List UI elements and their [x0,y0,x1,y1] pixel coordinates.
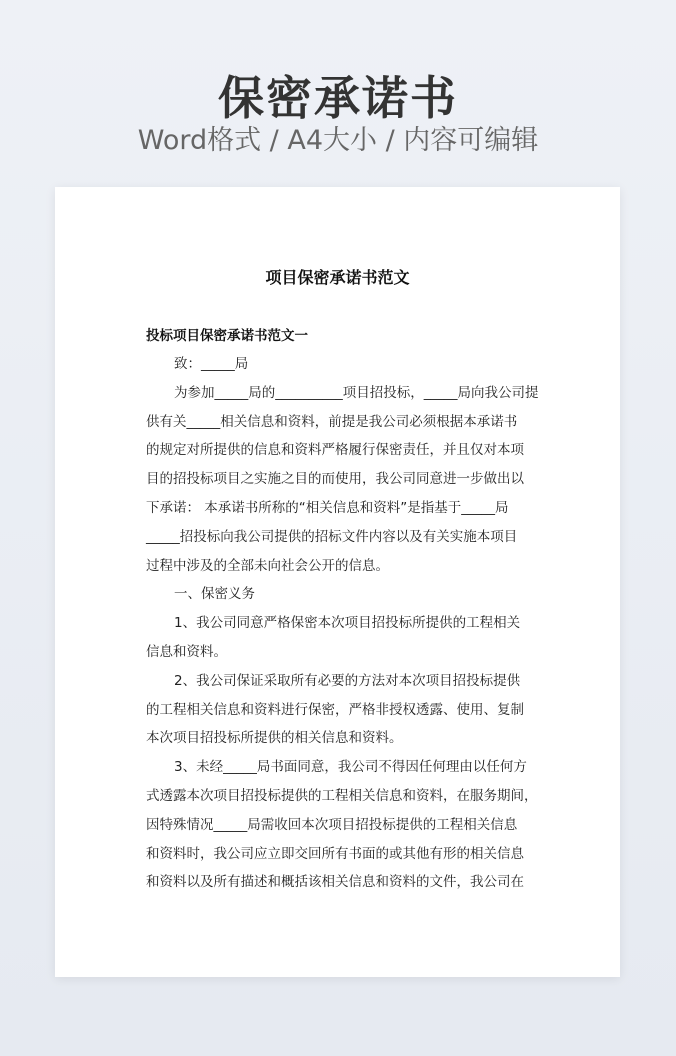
body-line: 2、我公司保证采取所有必要的方法对本次项目招投标提供 [174,672,521,689]
document-page [55,187,620,977]
body-line: 致：_____局 [174,356,249,372]
section-heading: 投标项目保密承诺书范文一 [146,328,308,344]
document-title: 项目保密承诺书范文 [265,268,410,287]
body-line: 式透露本次项目招投标提供的工程相关信息和资料，在服务期间， [146,787,538,804]
body-line: 因特殊情况_____局需收回本次项目招投标提供的工程相关信息 [146,816,518,833]
body-line: _____招投标向我公司提供的招标文件内容以及有关实施本项目 [146,528,518,545]
body-line: 信息和资料。 [146,643,227,660]
body-line: 过程中涉及的全部未向社会公开的信息。 [146,557,389,574]
body-line: 和资料以及所有描述和概括该相关信息和资料的文件，我公司在 [146,874,524,891]
body-line: 下承诺： 本承诺书所称的“相关信息和资料”是指基于_____局 [146,499,509,516]
body-line: 为参加_____局的__________项目招投标，_____局向我公司提 [174,384,539,401]
document-body [146,350,541,897]
banner-title: 保密承诺书 [218,71,458,125]
body-line: 1、我公司同意严格保密本次项目招投标所提供的工程相关 [174,615,521,632]
body-line: 供有关_____相关信息和资料，前提是我公司必须根据本承诺书 [146,413,518,430]
body-line: 3、未经_____局书面同意，我公司不得因任何理由以任何方 [174,759,527,776]
body-line: 本次项目招投标所提供的相关信息和资料。 [146,730,403,747]
banner-subtitle: Word格式 / A4大小 / 内容可编辑 [137,125,539,156]
body-line: 的工程相关信息和资料进行保密，严格非授权透露、使用、复制 [146,701,524,718]
body-line: 的规定对所提供的信息和资料严格履行保密责任，并且仅对本项 [146,442,524,459]
body-line: 目的招投标项目之实施之目的而使用，我公司同意进一步做出以 [146,471,524,488]
body-line: 一、保密义务 [174,586,255,603]
body-line: 和资料时，我公司应立即交回所有书面的或其他有形的相关信息 [146,845,524,862]
